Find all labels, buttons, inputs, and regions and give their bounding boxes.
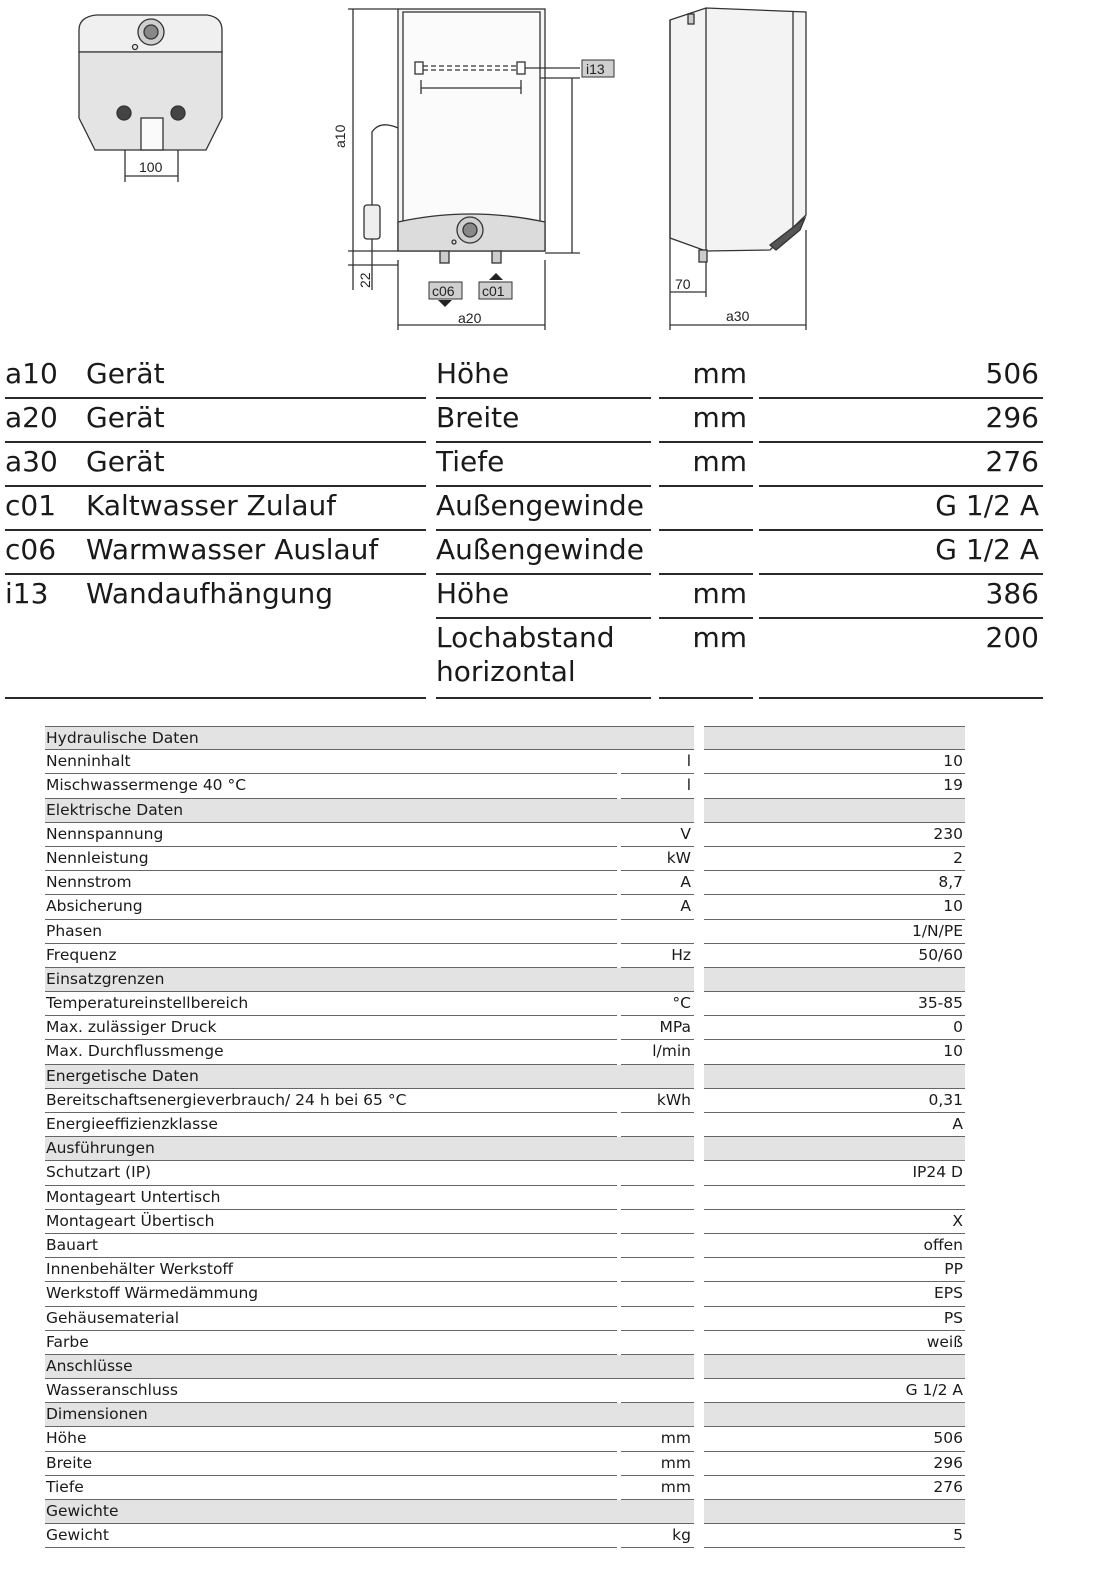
dimension-property: Breite [436,399,651,443]
dimension-table [0,355,1098,699]
dimension-row [0,487,1098,531]
row-value [704,1186,965,1210]
section-value-cell [704,968,965,992]
section-title: Ausführungen [45,1137,694,1161]
dim-70-label: 70 [675,276,691,292]
dimension-name: Warmwasser Auslauf [86,533,379,566]
row-value: 296 [704,1452,965,1476]
row-label: Breite [45,1452,617,1476]
row-label: Nennstrom [45,871,617,895]
dimension-name: Wandaufhängung [86,577,334,610]
row-value: IP24 D [704,1161,965,1185]
dimension-code [5,619,80,699]
table-row [45,1427,970,1451]
row-unit: °C [621,992,694,1016]
row-label: Gehäusematerial [45,1307,617,1331]
row-label: Max. zulässiger Druck [45,1016,617,1040]
table-row [45,823,970,847]
section-value-cell [704,1137,965,1161]
dimension-name: Gerät [86,445,165,478]
row-value: offen [704,1234,965,1258]
row-unit [621,1379,694,1403]
row-value: PS [704,1307,965,1331]
row-unit [621,1161,694,1185]
table-row [45,750,970,774]
row-value: 230 [704,823,965,847]
row-label: Bauart [45,1234,617,1258]
row-value: 50/60 [704,944,965,968]
table-row [45,1161,970,1185]
row-unit: l [621,750,694,774]
dimension-property: Lochabstand horizontal [436,619,651,699]
dimension-row [0,355,1098,399]
row-label: Nennspannung [45,823,617,847]
c06-label: c06 [432,283,455,299]
section-title: Hydraulische Daten [45,726,694,750]
row-label: Nenninhalt [45,750,617,774]
row-unit [621,1282,694,1306]
a30-label: a30 [726,308,750,324]
table-row [45,1040,970,1064]
table-row [45,871,970,895]
row-value: 0 [704,1016,965,1040]
table-row [45,944,970,968]
section-header-row [45,968,970,992]
technical-data-table [45,726,970,1548]
top-view [79,15,222,182]
table-row [45,1379,970,1403]
row-label: Innenbehälter Werkstoff [45,1258,617,1282]
dimension-row [0,399,1098,443]
section-header-row [45,1500,970,1524]
table-row [45,920,970,944]
row-label: Mischwassermenge 40 °C [45,774,617,798]
row-label: Farbe [45,1331,617,1355]
dimension-name [86,619,426,699]
row-label: Max. Durchflussmenge [45,1040,617,1064]
section-header-row [45,726,970,750]
row-label: Nennleistung [45,847,617,871]
section-value-cell [704,1355,965,1379]
section-title: Anschlüsse [45,1355,694,1379]
front-view [348,9,580,330]
row-label: Werkstoff Wärmedämmung [45,1282,617,1306]
row-unit [621,920,694,944]
row-unit [621,1186,694,1210]
table-row [45,1016,970,1040]
dimension-unit: mm [659,399,753,443]
row-value: EPS [704,1282,965,1306]
table-row [45,847,970,871]
dimension-unit: mm [659,443,753,487]
table-row [45,1089,970,1113]
row-value: 19 [704,774,965,798]
dimension-property: Höhe [436,575,651,619]
row-value: 8,7 [704,871,965,895]
row-value: 10 [704,895,965,919]
row-value: 10 [704,750,965,774]
table-row [45,1186,970,1210]
dimension-name: Kaltwasser Zulauf [86,489,337,522]
row-value: 5 [704,1524,965,1548]
section-title: Energetische Daten [45,1065,694,1089]
row-value: 0,31 [704,1089,965,1113]
row-value: PP [704,1258,965,1282]
dimension-unit: mm [659,355,753,399]
row-unit: Hz [621,944,694,968]
row-label: Montageart Übertisch [45,1210,617,1234]
dimension-row [0,575,1098,619]
row-unit: l/min [621,1040,694,1064]
i13-label: i13 [586,61,605,77]
row-value: 2 [704,847,965,871]
section-value-cell [704,1500,965,1524]
row-label: Temperatureinstellbereich [45,992,617,1016]
row-value: weiß [704,1331,965,1355]
dimension-unit [659,487,753,531]
dimension-value: 200 [759,619,1043,699]
dimension-unit [659,531,753,575]
table-row [45,1282,970,1306]
technical-drawing [0,0,1098,345]
row-label: Höhe [45,1427,617,1451]
table-row [45,774,970,798]
dimension-code: i13 [5,577,49,610]
row-unit: A [621,871,694,895]
c01-arrow-icon [489,273,503,280]
row-label: Schutzart (IP) [45,1161,617,1185]
dimension-value: G 1/2 A [759,487,1043,531]
section-title: Einsatzgrenzen [45,968,694,992]
a10-label: a10 [332,124,348,148]
row-unit [621,1258,694,1282]
row-unit [621,1234,694,1258]
table-row [45,992,970,1016]
row-unit: mm [621,1476,694,1500]
table-row [45,895,970,919]
section-header-row [45,1403,970,1427]
dimension-value: 386 [759,575,1043,619]
a20-label: a20 [458,310,482,326]
dimension-name: Gerät [86,357,165,390]
section-header-row [45,1355,970,1379]
table-row [45,1452,970,1476]
table-row [45,1476,970,1500]
row-value: 35-85 [704,992,965,1016]
dimension-value: G 1/2 A [759,531,1043,575]
dimension-property: Außengewinde [436,487,651,531]
section-header-row [45,1137,970,1161]
section-header-row [45,1065,970,1089]
table-row [45,1210,970,1234]
section-title: Elektrische Daten [45,799,694,823]
dimension-property: Tiefe [436,443,651,487]
row-unit: l [621,774,694,798]
table-row [45,1524,970,1548]
c06-arrow-icon [438,300,452,307]
row-unit: mm [621,1452,694,1476]
row-label: Wasseranschluss [45,1379,617,1403]
dimension-code: a20 [5,401,58,434]
dimension-property: Außengewinde [436,531,651,575]
row-unit: V [621,823,694,847]
section-value-cell [704,799,965,823]
row-unit: kW [621,847,694,871]
row-value: X [704,1210,965,1234]
dim-22-label: 22 [357,272,373,288]
dimension-row [0,531,1098,575]
row-unit [621,1307,694,1331]
section-value-cell [704,1065,965,1089]
row-value: 506 [704,1427,965,1451]
table-row [45,1234,970,1258]
dimension-code: a30 [5,445,58,478]
dimension-row [0,443,1098,487]
section-value-cell [704,726,965,750]
row-label: Tiefe [45,1476,617,1500]
row-value: G 1/2 A [704,1379,965,1403]
row-value: 10 [704,1040,965,1064]
table-row [45,1258,970,1282]
dimension-value: 506 [759,355,1043,399]
dimension-property: Höhe [436,355,651,399]
row-unit: mm [621,1427,694,1451]
section-header-row [45,799,970,823]
row-unit: A [621,895,694,919]
row-value: 1/N/PE [704,920,965,944]
table-row [45,1331,970,1355]
dimension-code: c01 [5,489,57,522]
section-title: Gewichte [45,1500,694,1524]
row-label: Frequenz [45,944,617,968]
section-title: Dimensionen [45,1403,694,1427]
row-value: 276 [704,1476,965,1500]
row-value: A [704,1113,965,1137]
section-value-cell [704,1403,965,1427]
row-label: Bereitschaftsenergieverbrauch/ 24 h bei 65 °C [45,1089,617,1113]
dimension-value: 276 [759,443,1043,487]
row-label: Gewicht [45,1524,617,1548]
table-row [45,1307,970,1331]
row-label: Phasen [45,920,617,944]
row-unit: kWh [621,1089,694,1113]
dimension-name: Gerät [86,401,165,434]
table-row [45,1113,970,1137]
row-label: Absicherung [45,895,617,919]
dimension-code: a10 [5,357,58,390]
row-unit: kg [621,1524,694,1548]
row-unit [621,1113,694,1137]
dimension-value: 296 [759,399,1043,443]
dimension-code: c06 [5,533,57,566]
row-label: Montageart Untertisch [45,1186,617,1210]
dimension-unit: mm [659,575,753,619]
dim-100-label: 100 [139,159,163,175]
row-unit [621,1331,694,1355]
row-label: Energieeffizienzklasse [45,1113,617,1137]
row-unit [621,1210,694,1234]
row-unit: MPa [621,1016,694,1040]
c01-label: c01 [482,283,505,299]
dimension-row [0,619,1098,699]
dimension-unit: mm [659,619,753,699]
